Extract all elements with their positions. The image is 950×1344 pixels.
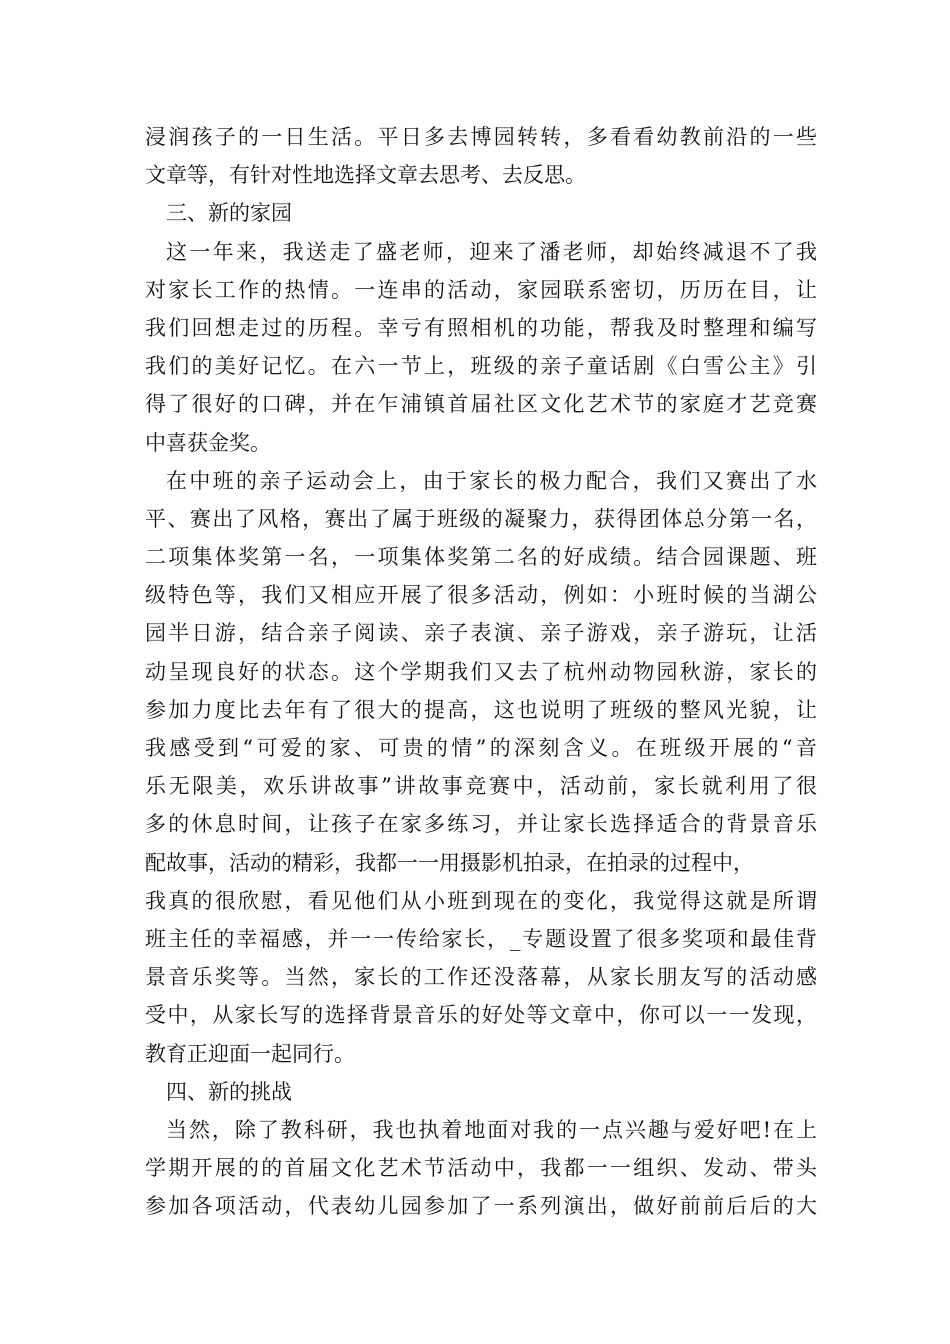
text-line: 这一年来，我送走了盛老师，迎来了潘老师，却始终减退不了我: [166, 239, 817, 264]
text-line: 教育正迎面一起同行。: [145, 1041, 355, 1066]
section-heading-new-challenge: [145, 1073, 817, 1111]
text-line: 乐无限美，欢乐讲故事”讲故事竞赛中，活动前，家长就利用了很: [145, 774, 817, 799]
document-page: [145, 118, 817, 1225]
text-line: 参加力度比去年有了很大的提高，这也说明了班级的整风光貌，让: [145, 697, 817, 722]
paragraph-home-school: [145, 233, 817, 462]
section-heading: 四、新的挑战: [166, 1079, 292, 1104]
text-line: 配故事，活动的精彩，我都一一用摄影机拍录，在拍录的过程中，: [145, 850, 754, 875]
text-line: 得了很好的口碑，并在乍浦镇首届社区文化艺术节的家庭才艺竞赛: [145, 392, 817, 417]
text-line: 园半日游，结合亲子阅读、亲子表演、亲子游戏，亲子游玩，让活: [145, 621, 817, 646]
text-line: 学期开展的的首届文化艺术节活动中，我都一一组织、发动、带头: [145, 1156, 817, 1181]
text-line: 受中，从家长写的选择背景音乐的好处等文章中，你可以一一发现，: [145, 1003, 817, 1028]
text-line: 文章等，有针对性地选择文章去思考、去反思。: [145, 163, 586, 188]
text-line: 我真的很欣慰，看见他们从小班到现在的变化，我觉得这就是所谓: [145, 888, 817, 913]
text-line: 二项集体奖第一名，一项集体奖第二名的好成绩。结合园课题、班: [145, 545, 817, 570]
paragraph-continuation: [145, 118, 817, 194]
text-line: 当然，除了教科研，我也执着地面对我的一点兴趣与爱好吧!在上: [166, 1117, 817, 1142]
section-heading-new-home: [145, 194, 817, 232]
text-line: 级特色等，我们又相应开展了很多活动，例如：小班时候的当湖公: [145, 583, 817, 608]
text-line: 在中班的亲子运动会上，由于家长的极力配合，我们又赛出了水: [166, 468, 817, 493]
text-line: 景音乐奖等。当然，家长的工作还没落幕，从家长朋友写的活动感: [145, 965, 817, 990]
text-line: 浸润孩子的一日生活。平日多去博园转转，多看看幼教前沿的一些: [145, 125, 817, 149]
text-line: 我们回想走过的历程。幸亏有照相机的功能，帮我及时整理和编写: [145, 315, 817, 340]
section-heading: 三、新的家园: [166, 201, 292, 226]
text-line: 平、赛出了风格，赛出了属于班级的凝聚力，获得团体总分第一名，: [145, 506, 817, 531]
text-line: 我感受到“可爱的家、可贵的情”的深刻含义。在班级开展的“音: [145, 736, 817, 760]
text-line: 对家长工作的热情。一连串的活动，家园联系密切，历历在目，让: [145, 277, 817, 302]
text-line: 我们的美好记忆。在六一节上，班级的亲子童话剧《白雪公主》引: [145, 354, 817, 379]
text-line: 班主任的幸福感，并一一传给家长，_专题设置了很多奖项和最佳背: [145, 926, 817, 951]
text-line: 动呈现良好的状态。这个学期我们又去了杭州动物园秋游，家长的: [145, 659, 817, 684]
paragraph-hobbies: [145, 1111, 817, 1226]
paragraph-sports-meet: [145, 462, 817, 1073]
text-line: 中喜获金奖。: [145, 430, 271, 455]
text-line: 多的休息时间，让孩子在家多练习，并让家长选择适合的背景音乐: [145, 812, 817, 837]
text-line: 参加各项活动，代表幼儿园参加了一系列演出，做好前前后后的大: [145, 1194, 817, 1219]
